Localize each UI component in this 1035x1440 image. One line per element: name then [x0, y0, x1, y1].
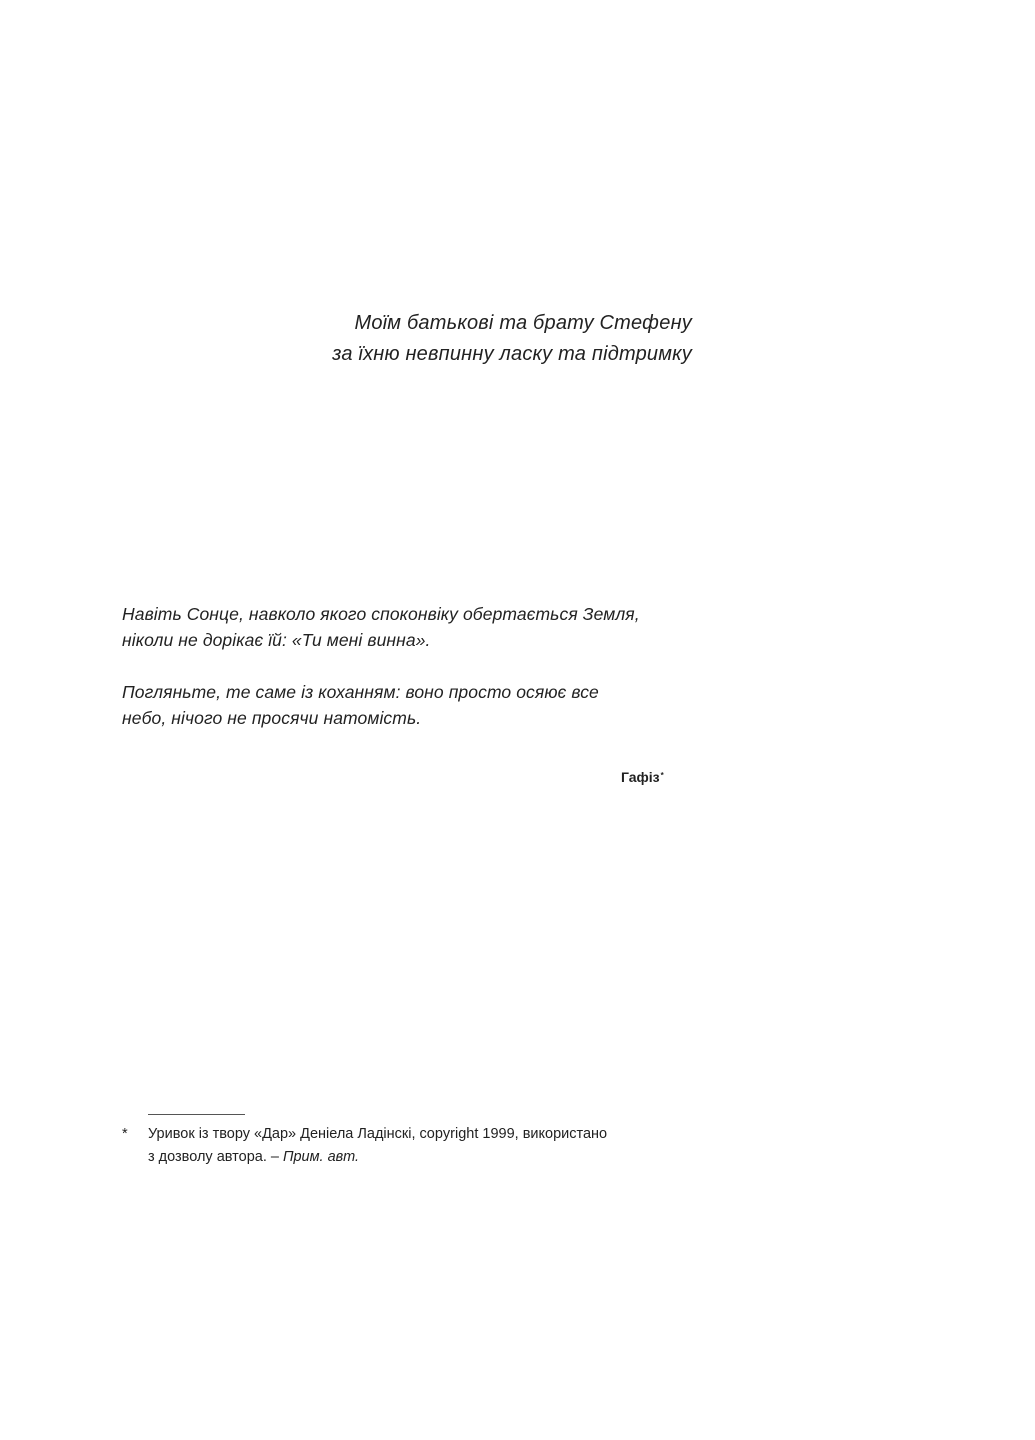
epigraph-line: Навіть Сонце, навколо якого споконвіку обертається Земля,	[122, 604, 640, 624]
dedication	[332, 308, 692, 370]
dedication-line-2: за їхню невпинну ласку та підтримку	[332, 343, 692, 365]
epigraph-line: небо, нічого не просячи натомість.	[122, 708, 422, 728]
footnote-marker: *	[122, 1126, 128, 1142]
footnote-note-abbreviation: Прим. авт.	[282, 1149, 360, 1165]
footnote-divider	[148, 1114, 245, 1115]
footnote	[122, 1123, 702, 1169]
epigraph-stanza-2	[122, 679, 682, 731]
epigraph-author	[621, 768, 664, 786]
epigraph-stanza-1	[122, 601, 682, 653]
epigraph-line: ніколи не дорікає їй: «Ти мені винна».	[122, 630, 431, 650]
footnote-line-2	[148, 1146, 702, 1169]
footnote-text	[148, 1123, 702, 1169]
epigraph	[122, 601, 682, 757]
footnote-reference: *	[660, 771, 664, 780]
footnote-line-1: Уривок із твору «Дар» Деніела Ладінскі, copyright 1999, використано	[148, 1126, 608, 1142]
author-name: Гафіз	[621, 769, 660, 785]
footnote-line-2-text: з дозволу автора. –	[148, 1149, 283, 1165]
epigraph-line: Погляньте, те саме із коханням: воно просто осяює все	[122, 682, 599, 702]
dedication-line-1: Моїм батькові та брату Стефену	[354, 312, 692, 334]
